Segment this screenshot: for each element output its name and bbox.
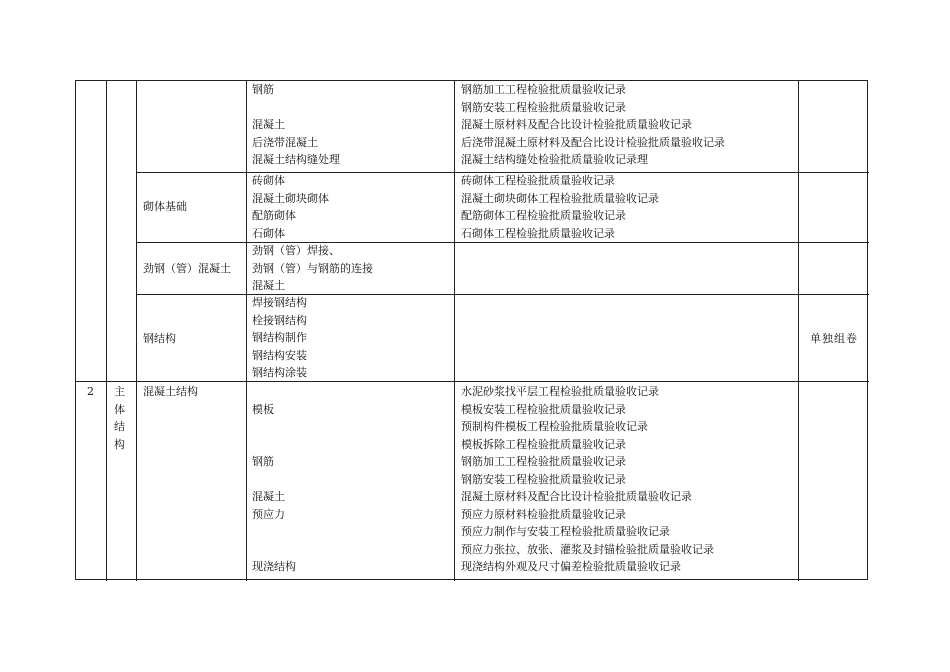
item-cell: 栓接钢结构 xyxy=(252,313,307,327)
col-divider-3 xyxy=(246,81,247,581)
item-cell: 砖砌体 xyxy=(252,174,285,187)
subdivision-concrete-label: 混凝土结构 xyxy=(143,385,198,398)
division-name-vertical xyxy=(114,383,125,453)
item-cell xyxy=(252,523,296,541)
item-cell xyxy=(252,383,296,401)
src-item-list xyxy=(252,242,373,295)
record-cell: 钢筋安装工程检验批质量验收记录 xyxy=(461,100,626,114)
record-cell: 配筋砌体工程检验批质量验收记录 xyxy=(461,209,626,222)
division-char: 结 xyxy=(114,420,125,433)
item-cell: 混凝土砌块砌体 xyxy=(252,191,329,205)
record-cell: 钢筋加工工程检验批质量验收记录 xyxy=(461,83,626,96)
record-cell: 钢筋加工工程检验批质量验收记录 xyxy=(461,455,626,468)
record-cell: 混凝土原材料及配合比设计检验批质量验收记录 xyxy=(461,490,692,503)
steel-remark: 单独组卷 xyxy=(810,332,858,345)
record-cell: 水泥砂浆找平层工程检验批质量验收记录 xyxy=(461,385,659,398)
record-cell: 模板安装工程检验批质量验收记录 xyxy=(461,402,626,416)
group1-item-list xyxy=(252,81,340,169)
item-cell: 钢结构制作 xyxy=(252,331,307,344)
item-cell: 钢结构涂装 xyxy=(252,366,307,379)
item-cell: 劲钢（管）焊接、 xyxy=(252,244,340,257)
record-cell: 预制构件模板工程检验批质量验收记录 xyxy=(461,420,648,433)
col-divider-1 xyxy=(106,81,107,581)
record-cell: 预应力原材料检验批质量验收记录 xyxy=(461,507,626,521)
item-cell xyxy=(252,99,340,117)
col-divider-4 xyxy=(454,81,455,581)
subdivision-steel-label: 钢结构 xyxy=(143,332,176,345)
division-char: 构 xyxy=(114,437,125,451)
main-record-list xyxy=(461,383,714,576)
item-cell: 钢筋 xyxy=(252,455,274,468)
row-divider-src xyxy=(136,242,869,243)
item-cell: 钢筋 xyxy=(252,83,274,96)
item-cell: 石砌体 xyxy=(252,226,285,240)
division-char: 体 xyxy=(114,402,125,416)
col-divider-2 xyxy=(136,81,137,581)
item-cell xyxy=(252,471,296,489)
item-cell: 混凝土结构缝处理 xyxy=(252,153,340,166)
record-cell: 混凝土结构缝处检验批质量验收记录理 xyxy=(461,153,648,166)
subdivision-masonry-label: 砌体基础 xyxy=(143,200,187,213)
item-cell: 配筋砌体 xyxy=(252,209,296,222)
item-cell: 现浇结构 xyxy=(252,560,296,573)
record-cell: 钢筋安装工程检验批质量验收记录 xyxy=(461,472,626,486)
subdivision-src-label: 劲钢（管）混凝土 xyxy=(143,262,231,275)
row-divider-main-structure xyxy=(76,381,869,382)
masonry-item-list xyxy=(252,172,329,242)
masonry-record-list xyxy=(461,172,659,242)
main-item-list xyxy=(252,383,296,576)
record-cell: 现浇结构外观及尺寸偏差检验批质量验收记录 xyxy=(461,560,681,573)
inspection-record-table xyxy=(75,80,868,580)
item-cell: 模板 xyxy=(252,402,274,416)
record-cell: 石砌体工程检验批质量验收记录 xyxy=(461,226,615,240)
record-cell: 混凝土砌块砌体工程检验批质量验收记录 xyxy=(461,191,659,205)
record-cell: 预应力张拉、放张、灌浆及封锚检验批质量验收记录 xyxy=(461,542,714,556)
item-cell xyxy=(252,418,296,436)
item-cell: 钢结构安装 xyxy=(252,348,307,362)
group1-record-list xyxy=(461,81,725,169)
col-divider-5 xyxy=(798,81,799,581)
record-cell: 混凝土原材料及配合比设计检验批质量验收记录 xyxy=(461,118,692,131)
record-cell: 模板拆除工程检验批质量验收记录 xyxy=(461,437,626,451)
item-cell: 后浇带混凝土 xyxy=(252,135,318,149)
item-cell: 混凝土 xyxy=(252,279,285,292)
item-cell: 预应力 xyxy=(252,507,285,521)
item-cell xyxy=(252,436,296,454)
item-cell: 混凝土 xyxy=(252,118,285,131)
item-cell: 焊接钢结构 xyxy=(252,296,307,309)
steel-item-list xyxy=(252,294,307,382)
record-cell: 预应力制作与安装工程检验批质量验收记录 xyxy=(461,525,670,538)
record-cell: 后浇带混凝土原材料及配合比设计检验批质量验收记录 xyxy=(461,135,725,149)
record-cell: 砖砌体工程检验批质量验收记录 xyxy=(461,174,615,187)
row-number: 2 xyxy=(87,385,94,398)
item-cell: 混凝土 xyxy=(252,490,285,503)
row-divider-steel xyxy=(136,294,869,295)
item-cell xyxy=(252,541,296,559)
division-char: 主 xyxy=(114,385,125,398)
item-cell: 劲钢（管）与钢筋的连接 xyxy=(252,261,373,275)
